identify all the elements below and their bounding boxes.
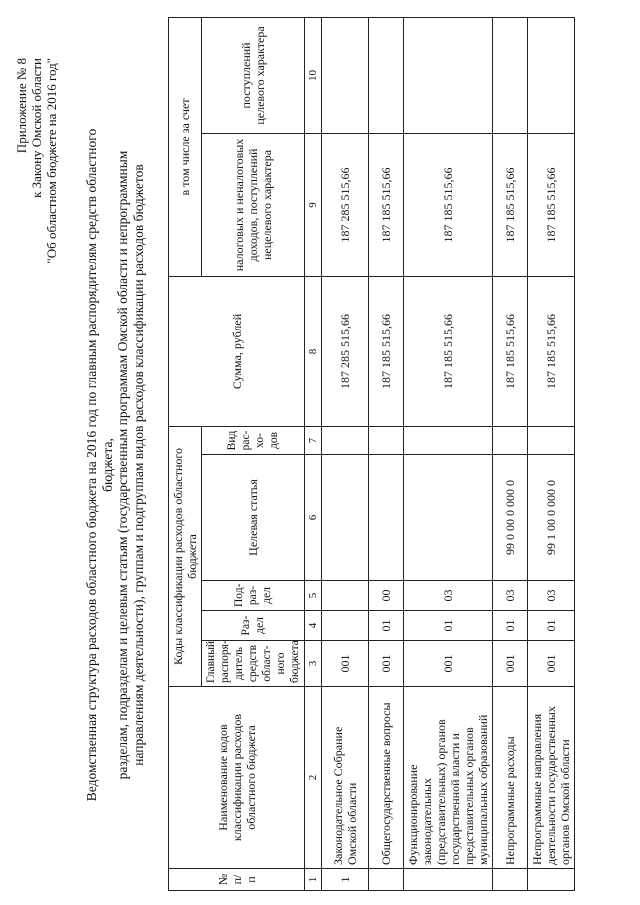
cell-podrazdel	[322, 581, 369, 611]
column-number: 9	[305, 133, 322, 276]
cell-num: 1	[322, 869, 369, 891]
cell-num	[369, 869, 404, 891]
cell-name: Законодательное Собрание Омской области	[322, 687, 369, 869]
table-row	[493, 17, 528, 890]
column-number: 7	[305, 426, 322, 454]
cell-postup	[528, 17, 575, 133]
header-codes: Коды классификации расходов областного бюджета	[169, 426, 202, 686]
column-number: 8	[305, 276, 322, 426]
cell-vid	[322, 426, 369, 454]
column-number: 4	[305, 611, 322, 641]
cell-vid	[528, 426, 575, 454]
table-row	[404, 17, 493, 890]
cell-nalog: 187 185 515,66	[493, 133, 528, 276]
cell-num	[493, 869, 528, 891]
cell-glavny: 001	[404, 641, 493, 687]
cell-glavny: 001	[528, 641, 575, 687]
cell-nalog: 187 185 515,66	[369, 133, 404, 276]
cell-postup	[369, 17, 404, 133]
cell-podrazdel: 00	[369, 581, 404, 611]
cell-vid	[404, 426, 493, 454]
appendix-header	[14, 58, 59, 264]
column-numbers-row	[305, 17, 322, 890]
header-row	[169, 17, 202, 890]
appendix-law-title: "Об областном бюджете на 2016 год"	[44, 58, 59, 264]
cell-glavny: 001	[369, 641, 404, 687]
cell-name: Общегосударственные вопросы	[369, 687, 404, 869]
header-postup: поступлений целевого характера	[202, 17, 305, 133]
cell-podrazdel: 03	[528, 581, 575, 611]
title-line: разделам, подразделам и целевым статьям (государственным программам Омской области и непрограммным	[115, 150, 130, 780]
cell-podrazdel: 03	[404, 581, 493, 611]
cell-num	[404, 869, 493, 891]
cell-summa: 187 185 515,66	[493, 276, 528, 426]
cell-postup	[493, 17, 528, 133]
cell-razdel: 01	[369, 611, 404, 641]
cell-celevaya	[322, 455, 369, 581]
cell-razdel: 01	[528, 611, 575, 641]
cell-glavny: 001	[493, 641, 528, 687]
cell-nalog: 187 185 515,66	[528, 133, 575, 276]
table-row	[528, 17, 575, 890]
cell-glavny: 001	[322, 641, 369, 687]
cell-razdel: 01	[493, 611, 528, 641]
header-summa: Сумма, рублей	[169, 276, 305, 426]
table-row	[369, 17, 404, 890]
header-razdel: Раз-дел	[202, 611, 305, 641]
cell-postup	[322, 17, 369, 133]
column-number: 5	[305, 581, 322, 611]
header-vid: Вид рас-хо-дов	[202, 426, 305, 454]
header-name: Наименование кодов классификации расходов областного бюджета	[169, 687, 305, 869]
cell-nalog: 187 185 515,66	[404, 133, 493, 276]
cell-vid	[369, 426, 404, 454]
cell-name: Непрограммные направления деятельности государственных органов Омской области	[528, 687, 575, 869]
cell-celevaya: 99 1 00 0 000 0	[528, 455, 575, 581]
header-num: № п/п	[169, 869, 305, 891]
cell-razdel	[322, 611, 369, 641]
cell-summa: 187 185 515,66	[369, 276, 404, 426]
title-line: направлениям деятельности), группам и подгруппам видов расходов классификации расходов бюджетов	[130, 164, 146, 766]
header-nalog: налоговых и неналоговых доходов, поступлений нецелевого характера	[202, 133, 305, 276]
cell-summa: 187 185 515,66	[528, 276, 575, 426]
title-line: Ведомственная структура расходов областного бюджета на 2016 год по главным распорядителям средств областного бюджета,	[84, 128, 115, 802]
column-number: 1	[305, 869, 322, 891]
appendix-law: к Закону Омской области	[29, 58, 44, 198]
header-glavny: Главный распоря-дитель средств област-ного бюджета	[202, 641, 305, 687]
table-row	[322, 17, 369, 890]
cell-name: Непрограммные расходы	[493, 687, 528, 869]
cell-celevaya	[404, 455, 493, 581]
cell-celevaya: 99 0 00 0 000 0	[493, 455, 528, 581]
header-podrazdel: Под-раз-дел	[202, 581, 305, 611]
cell-num	[528, 869, 575, 891]
cell-name: Функционирование законодательных (представительных) органов государственной власти и представительных органов муниципальных образований	[404, 687, 493, 869]
appendix-number: Приложение № 8	[14, 58, 29, 154]
header-celevaya: Целевая статья	[202, 455, 305, 581]
column-number: 3	[305, 641, 322, 687]
cell-postup	[404, 17, 493, 133]
cell-podrazdel: 03	[493, 581, 528, 611]
cell-summa: 187 185 515,66	[404, 276, 493, 426]
document-title	[84, 125, 146, 805]
column-number: 10	[305, 17, 322, 133]
cell-celevaya	[369, 455, 404, 581]
cell-razdel: 01	[404, 611, 493, 641]
budget-table	[168, 17, 575, 891]
column-number: 2	[305, 687, 322, 869]
cell-nalog: 187 285 515,66	[322, 133, 369, 276]
header-vtomchisle: в том числе за счет	[169, 17, 202, 276]
cell-summa: 187 285 515,66	[322, 276, 369, 426]
column-number: 6	[305, 455, 322, 581]
cell-vid	[493, 426, 528, 454]
